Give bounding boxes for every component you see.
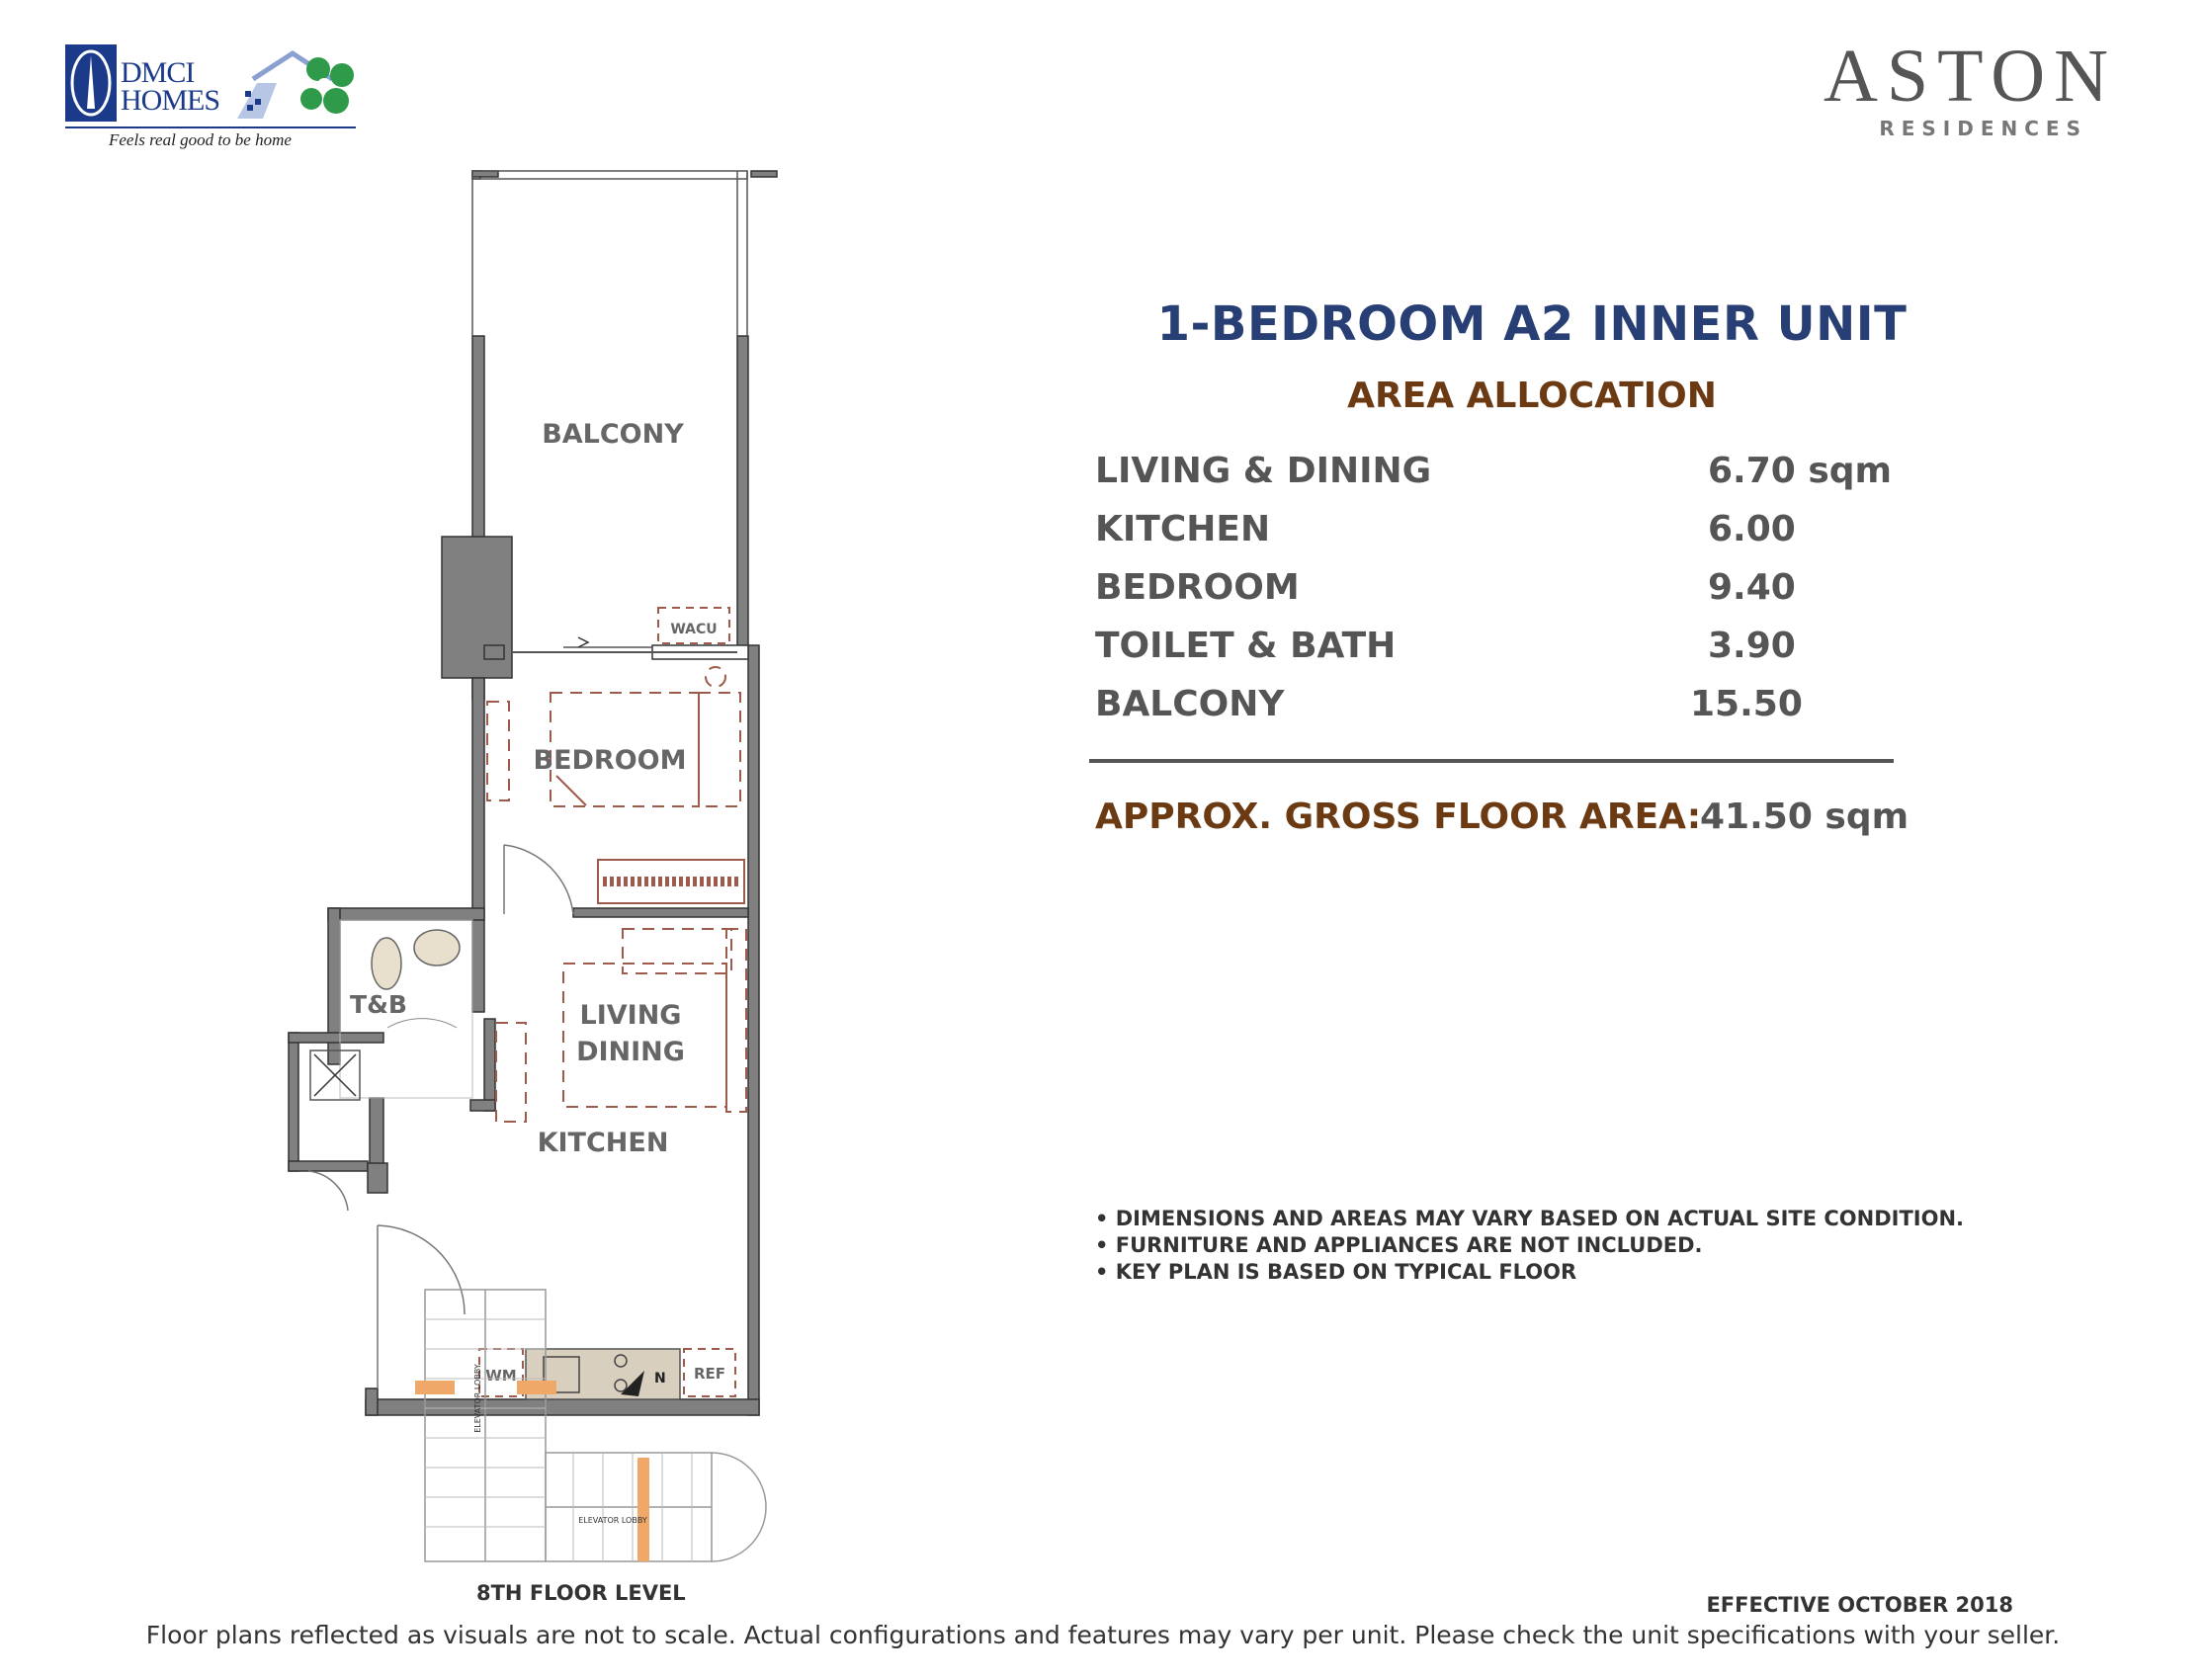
area-value: 3.90: [1708, 626, 1796, 666]
area-allocation-heading: AREA ALLOCATION: [1347, 376, 1717, 416]
room-label-kitchen: KITCHEN: [537, 1128, 669, 1158]
area-value: 6.70 sqm: [1708, 451, 1893, 491]
room-label-bedroom: BEDROOM: [533, 745, 687, 776]
area-value: 9.40: [1708, 567, 1796, 608]
dmci-homes-logo: [59, 40, 366, 158]
area-value: 6.00: [1708, 509, 1796, 549]
north-label: N: [654, 1371, 666, 1386]
wacu-label: WACU: [670, 622, 718, 637]
aston-logo-sub: RESIDENCES: [1879, 117, 2087, 140]
keyplan-highlight-unit: [517, 1381, 556, 1394]
area-row-toilet-bath: [1095, 626, 1896, 675]
area-label: BEDROOM: [1095, 567, 1300, 608]
north-arrow-icon: [621, 1371, 644, 1396]
area-label: TOILET & BATH: [1095, 626, 1397, 666]
ref-label: REF: [693, 1365, 726, 1383]
area-row-balcony: [1095, 684, 1896, 733]
keyplan-elevator-lobby-2: ELEVATOR LOBBY: [578, 1516, 647, 1525]
gross-area-value: 41.50 sqm: [1700, 797, 1909, 837]
keyplan-highlight-unit: [637, 1458, 649, 1561]
note-item: • FURNITURE AND APPLIANCES ARE NOT INCLUDED.: [1095, 1233, 1703, 1257]
note-item: • KEY PLAN IS BASED ON TYPICAL FLOOR: [1095, 1260, 1577, 1284]
keyplan-highlight-unit: [415, 1381, 455, 1394]
room-label-balcony: BALCONY: [542, 419, 684, 450]
unit-title: 1-BEDROOM A2 INNER UNIT: [1156, 296, 1908, 352]
dmci-tagline: Feels real good to be home: [109, 130, 292, 149]
room-label-living: LIVING: [579, 1000, 682, 1031]
dmci-brand-line2: HOMES: [121, 84, 220, 117]
unit-floor-plan: [277, 163, 771, 1385]
area-row-living-dining: [1095, 451, 1896, 500]
dmci-brand-text: [121, 56, 220, 117]
note-item: • DIMENSIONS AND AREAS MAY VARY BASED ON ACTUAL SITE CONDITION.: [1095, 1207, 1964, 1230]
bedroom-furniture: [487, 667, 740, 806]
dmci-logo-rule: [65, 126, 356, 128]
area-row-kitchen: [1095, 509, 1896, 558]
gross-floor-area-row: [1095, 797, 1909, 846]
wm-label: WM: [485, 1367, 517, 1385]
aston-logo-name: ASTON: [1824, 35, 2117, 118]
notes-list: [1095, 1206, 1964, 1286]
keyplan-units: [425, 1319, 692, 1561]
floorplan-walls: [289, 171, 777, 1415]
room-label-tb: T&B: [350, 990, 407, 1019]
area-label: LIVING & DINING: [1095, 451, 1432, 491]
area-row-bedroom: [1095, 567, 1896, 617]
aston-residences-logo: [1791, 35, 2117, 140]
area-label: KITCHEN: [1095, 509, 1271, 549]
keyplan-elevator-lobby-1: ELEVATOR LOBBY: [473, 1364, 482, 1433]
wardrobe: [598, 860, 744, 903]
area-label: BALCONY: [1095, 684, 1285, 724]
key-plan: [415, 1280, 771, 1576]
area-table-divider: [1089, 759, 1894, 763]
room-label-dining: DINING: [576, 1037, 685, 1067]
dmci-brand-line1: DMCI: [121, 56, 195, 89]
sink-icon: [414, 930, 460, 966]
keyplan-floor-level-label: 8TH FLOOR LEVEL: [476, 1581, 686, 1605]
footer-disclaimer: Floor plans reflected as visuals are not to scale. Actual configurations and features may vary per unit. Please check the unit specifications with your seller.: [145, 1621, 2061, 1649]
area-value: 15.50: [1690, 684, 1803, 724]
gross-area-label: APPROX. GROSS FLOOR AREA:: [1095, 797, 1702, 837]
effective-date: EFFECTIVE OCTOBER 2018: [1706, 1593, 2013, 1617]
toilet-icon: [372, 938, 401, 989]
